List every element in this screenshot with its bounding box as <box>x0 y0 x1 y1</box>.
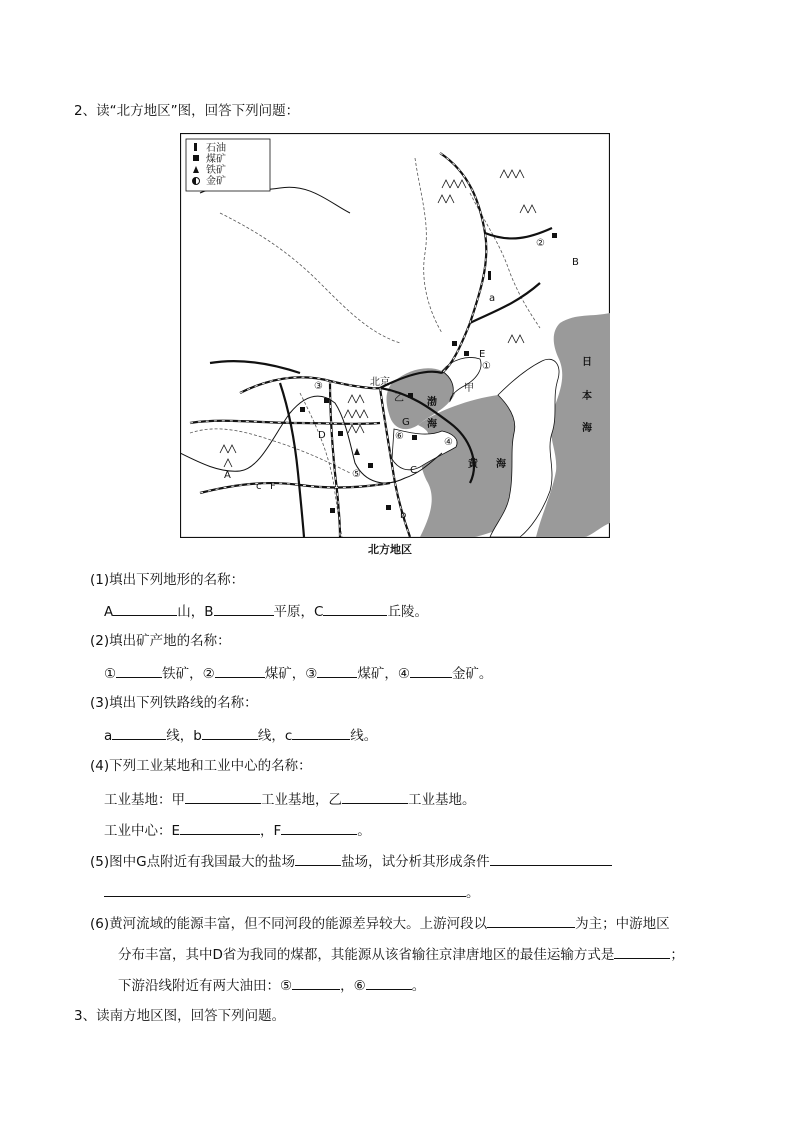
north-region-map <box>180 133 610 538</box>
q2-part1-answer-line: A 山，B 平原，C 丘陵。 <box>104 601 428 621</box>
question-2-intro: 2、读“北方地区”图，回答下列问题： <box>74 103 300 119</box>
q2-part4-base-line: 工业基地：甲 工业基地，乙 工业基地。 <box>104 789 476 809</box>
q2-part2-title: (2)填出矿产地的名称： <box>90 633 231 649</box>
blank-transport[interactable] <box>614 944 670 959</box>
blank-oilfield-6[interactable] <box>366 975 412 990</box>
q2-part5-line1: (5)图中G点附近有我国最大的盐场 盐场，试分析其形成条件 <box>90 851 612 871</box>
blank-gold-4[interactable] <box>410 663 452 678</box>
blank-A-mountain[interactable] <box>113 601 177 616</box>
sea-bohai-1: 渤 <box>427 397 437 408</box>
sea-japan-3: 海 <box>582 423 592 434</box>
q2-part5-line2: 。 <box>104 882 480 902</box>
blank-coal-3[interactable] <box>317 663 357 678</box>
sea-japan-1: 日 <box>582 357 592 368</box>
blank-iron-1[interactable] <box>116 663 162 678</box>
sea-japan-2: 本 <box>582 391 592 402</box>
blank-coal-2[interactable] <box>215 663 265 678</box>
blank-railway-b[interactable] <box>202 725 258 740</box>
label-yi: 乙 <box>394 393 404 404</box>
q2-part1-title: (1)填出下列地形的名称： <box>90 572 245 588</box>
label-beijing: 北京 <box>370 377 390 388</box>
label-A: A <box>224 470 231 481</box>
q2-part6-line3: 下游沿线附近有两大油田：⑤ ，⑥ 。 <box>118 975 425 995</box>
label-4: ④ <box>444 437 453 448</box>
map-caption: 北方地区 <box>368 543 412 556</box>
blank-C-hills[interactable] <box>323 601 387 616</box>
label-B: B <box>572 257 579 268</box>
blank-railway-a[interactable] <box>112 725 166 740</box>
label-a: a <box>489 293 496 304</box>
q2-part3-title: (3)填出下列铁路线的名称： <box>90 695 258 711</box>
legend-gold-label: 金矿 <box>206 176 226 187</box>
blank-oilfield-5[interactable] <box>292 975 340 990</box>
legend-iron-label: 铁矿 <box>206 165 226 176</box>
blank-salt-conditions-2[interactable] <box>104 882 466 897</box>
blank-center-F[interactable] <box>281 820 357 835</box>
blank-base-jia[interactable] <box>185 789 261 804</box>
blank-B-plain[interactable] <box>214 601 274 616</box>
blank-upper-energy[interactable] <box>487 913 575 928</box>
label-E: E <box>479 349 486 360</box>
sea-huanghai-2: 海 <box>496 459 506 470</box>
label-2: ② <box>536 238 545 249</box>
blank-base-yi[interactable] <box>342 789 408 804</box>
label-D: D <box>318 430 326 441</box>
oil-icon <box>194 143 197 151</box>
legend-coal-label: 煤矿 <box>206 154 226 165</box>
blank-center-E[interactable] <box>180 820 260 835</box>
q2-part4-center-line: 工业中心：E ，F 。 <box>104 820 371 840</box>
blank-salt-conditions-1[interactable] <box>490 851 612 866</box>
q2-part6-line1: (6)黄河流域的能源丰富，但不同河段的能源差异较大。上游河段以 为主；中游地区 <box>90 913 670 933</box>
q2-part6-line2: 分布丰富，其中D省为我同的煤都，其能源从该省输往京津唐地区的最佳运输方式是 ； <box>118 944 684 964</box>
question-3-intro: 3、读南方地区图，回答下列问题。 <box>74 1008 286 1024</box>
coal-icon <box>193 155 199 161</box>
label-jia: 甲 <box>464 383 474 394</box>
label-F: F <box>270 481 276 492</box>
map-legend <box>186 139 270 191</box>
label-3: ③ <box>314 381 323 392</box>
sea-bohai-2: 海 <box>427 419 437 430</box>
label-1: ① <box>482 361 491 372</box>
label-G: G <box>402 417 410 428</box>
label-c: c <box>256 481 262 492</box>
q2-part3-answer-line: a 线，b 线，c 线。 <box>104 725 377 745</box>
blank-railway-c[interactable] <box>292 725 350 740</box>
q2-part4-title: (4)下列工业某地和工业中心的名称： <box>90 758 312 774</box>
label-b: b <box>400 510 407 521</box>
q2-part2-answer-line: ① 铁矿，② 煤矿，③ 煤矿，④ 金矿。 <box>104 663 492 683</box>
label-5: ⑤ <box>352 469 361 480</box>
legend-oil-label: 石油 <box>206 143 226 154</box>
label-6: ⑥ <box>395 431 404 442</box>
blank-salt-field[interactable] <box>295 851 341 866</box>
sea-huanghai-1: 黄 <box>468 459 478 470</box>
label-C: C <box>410 465 417 476</box>
